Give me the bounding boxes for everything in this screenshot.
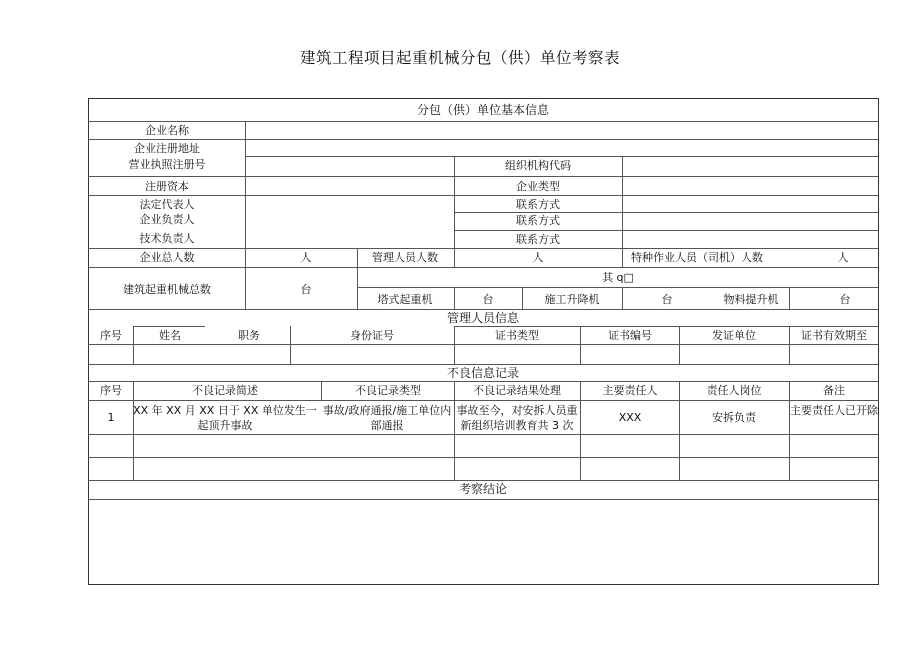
col-divider [580, 381, 581, 480]
bad-cell-note: 主要责任人已开除 [790, 404, 878, 417]
mgmt-header-issuer: 发证单位 [712, 329, 756, 342]
label-contact-tech: 联系方式 [516, 233, 560, 246]
row-divider [454, 230, 879, 231]
unit-tai: 台 [482, 293, 494, 306]
mgmt-header-title: 职务 [238, 329, 260, 342]
row-divider [454, 326, 879, 327]
row-divider [88, 267, 879, 268]
bad-header-no: 序号 [100, 384, 122, 397]
label-org-code: 组织机构代码 [505, 159, 571, 172]
label-principal: 企业负责人 [139, 213, 195, 226]
col-divider [454, 326, 455, 364]
row-divider [88, 344, 879, 345]
section-conclusion: 考察结论 [458, 482, 508, 496]
col-divider [454, 156, 455, 195]
label-total-staff: 企业总人数 [139, 251, 195, 264]
col-divider [622, 287, 623, 309]
row-divider [88, 248, 879, 249]
bad-header-person: 主要责任人 [602, 384, 658, 397]
mgmt-header-id: 身份证号 [350, 329, 394, 342]
label-reg-address: 企业注册地址 [134, 142, 200, 155]
unit-person: 人 [300, 251, 312, 264]
bad-cell-person: XXX [618, 411, 642, 424]
label-material-lift: 物料提升机 [723, 293, 779, 306]
col-divider [454, 381, 455, 480]
row-divider [245, 156, 879, 157]
col-divider [245, 121, 246, 309]
col-divider [133, 381, 134, 480]
section-mgmt: 管理人员信息 [446, 311, 520, 325]
unit-tai: 台 [661, 293, 673, 306]
row-divider [88, 480, 879, 481]
label-tower-crane: 塔式起重机 [377, 293, 433, 306]
col-divider [789, 381, 790, 480]
col-divider [357, 248, 358, 309]
row-divider [454, 212, 879, 213]
bad-header-post: 责任人岗位 [706, 384, 762, 397]
col-divider [321, 381, 322, 400]
col-divider [622, 156, 623, 195]
label-contact-principal: 联系方式 [516, 214, 560, 227]
row-divider [88, 176, 879, 177]
unit-person: 人 [532, 251, 544, 264]
section-bad-records: 不良信息记录 [446, 366, 520, 380]
col-divider [622, 248, 623, 267]
bad-header-type: 不良记录类型 [355, 384, 421, 397]
label-company-type: 企业类型 [516, 180, 560, 193]
mgmt-header-cert-no: 证书编号 [608, 329, 652, 342]
col-divider [522, 287, 523, 309]
mgmt-header-cert-type: 证书类型 [495, 329, 539, 342]
label-among: 其 q□ [602, 271, 634, 284]
bad-header-result: 不良记录结果处理 [473, 384, 561, 397]
label-reg-capital: 注册资本 [145, 180, 189, 193]
bad-cell-desc-line2: 起顶升事故 [197, 419, 253, 432]
row-divider [88, 400, 879, 401]
label-contact-legal: 联系方式 [516, 198, 560, 211]
col-divider [679, 381, 680, 480]
col-divider [454, 195, 455, 248]
row-divider [88, 434, 879, 435]
bad-header-note: 备注 [823, 384, 845, 397]
page-title: 建筑工程项目起重机械分包（供）单位考察表 [299, 49, 620, 67]
mgmt-header-name: 姓名 [159, 329, 181, 342]
bad-cell-no: 1 [107, 411, 115, 424]
bad-header-desc: 不良记录简述 [192, 384, 258, 397]
label-special-ops: 特种作业人员（司机）人数 [631, 251, 763, 264]
col-divider [454, 287, 455, 309]
bad-cell-post: 安拆负责 [712, 411, 756, 424]
unit-person: 人 [837, 251, 849, 264]
label-tech-lead: 技术负责人 [139, 232, 195, 245]
unit-tai: 台 [300, 283, 312, 296]
label-mgmt-count: 管理人员人数 [372, 251, 438, 264]
col-divider [290, 326, 291, 364]
label-total-machines: 建筑起重机械总数 [123, 283, 211, 296]
row-divider [88, 457, 879, 458]
col-divider [789, 326, 790, 364]
row-divider [88, 195, 879, 196]
label-legal-rep: 法定代表人 [139, 198, 195, 211]
mgmt-header-no: 序号 [100, 329, 122, 342]
bad-cell-type-line1: 事故/政府通报/施工单位内 [322, 404, 452, 417]
col-divider [454, 248, 455, 267]
label-license-no: 营业执照注册号 [128, 158, 206, 171]
unit-tai: 台 [839, 293, 851, 306]
bad-cell-desc-line1: XX 年 XX 月 XX 日于 XX 单位发生一 [133, 404, 317, 417]
col-divider [789, 287, 790, 309]
inspection-table [88, 98, 879, 585]
row-divider [88, 121, 879, 122]
row-divider [88, 499, 879, 500]
bad-cell-result-line1: 事故至今，对安拆人员重 [456, 404, 578, 417]
row-divider [357, 287, 879, 288]
col-divider [622, 195, 623, 248]
row-divider [88, 381, 879, 382]
col-divider [679, 326, 680, 364]
row-divider [88, 139, 879, 140]
label-hoist: 施工升降机 [544, 293, 600, 306]
row-divider [88, 309, 879, 310]
row-divider [133, 326, 205, 327]
row-divider [88, 364, 879, 365]
mgmt-header-expiry: 证书有效期至 [801, 329, 867, 342]
label-company-name: 企业名称 [145, 124, 189, 137]
section-basic-info: 分包（供）单位基本信息 [416, 103, 550, 117]
col-divider [133, 326, 134, 364]
col-divider [580, 326, 581, 364]
bad-cell-result-line2: 新组织培训教育共 3 次 [460, 419, 574, 432]
bad-cell-type-line2: 部通报 [370, 419, 404, 432]
